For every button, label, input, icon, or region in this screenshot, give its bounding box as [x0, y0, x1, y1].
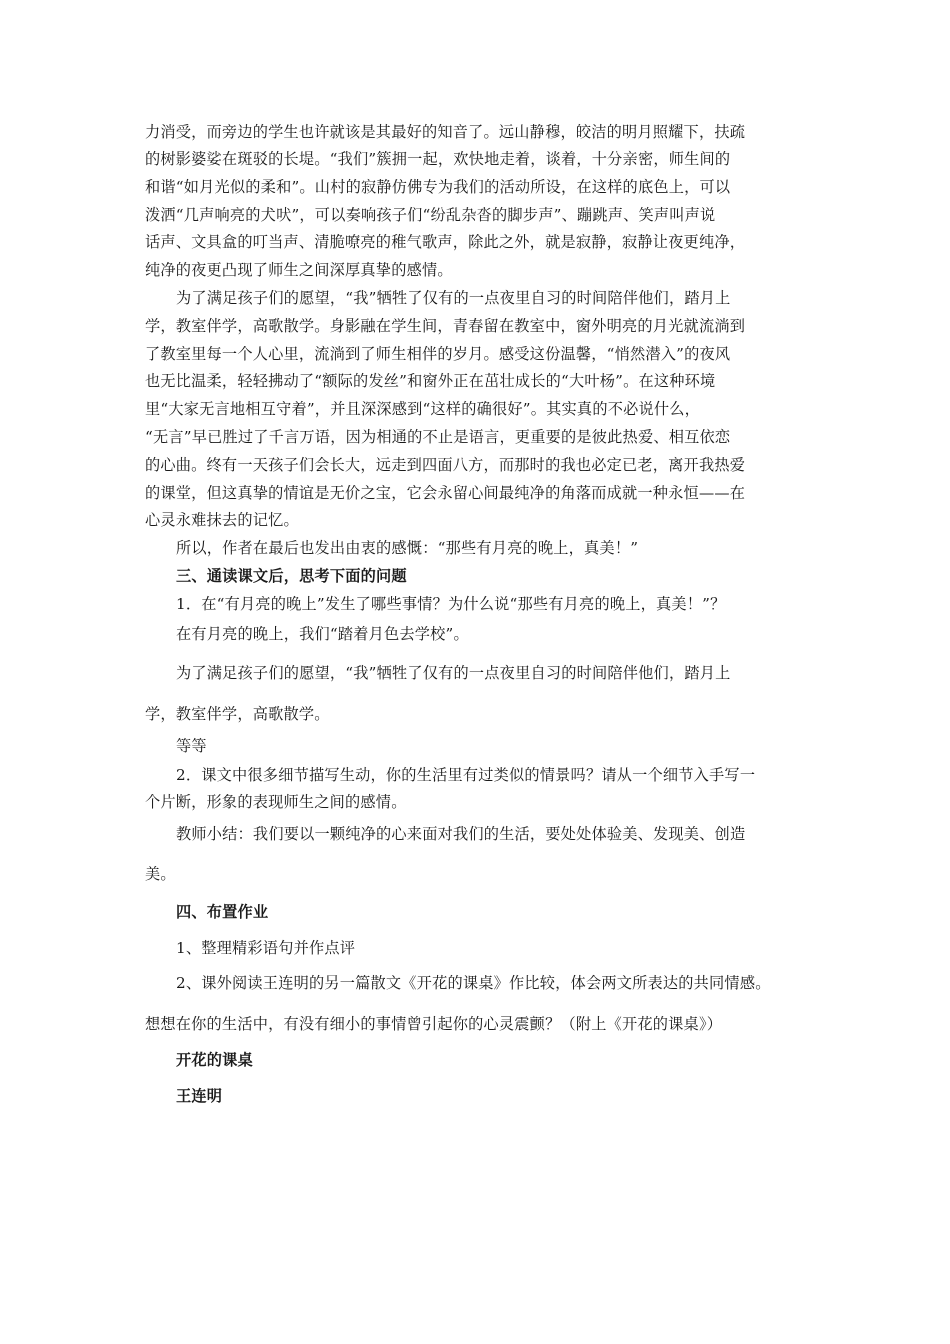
paragraph-line: 为了满足孩子们的愿望，“我”牺牲了仅有的一点夜里自习的时间陪伴他们，踏月上: [176, 289, 731, 307]
answer-line: 在有月亮的晚上，我们“踏着月色去学校”。: [176, 625, 469, 643]
paragraph-line: “无言”早已胜过了千言万语，因为相通的不止是语言，更重要的是彼此热爱、相互依恋: [145, 428, 731, 446]
homework-item: 想想在你的生活中，有没有细小的事情曾引起你的心灵震颤？（附上《开花的课桌》）: [145, 1015, 723, 1033]
summary-line: 美。: [145, 865, 176, 883]
question-line: 2．课文中很多细节描写生动，你的生活里有过类似的情景吗？请从一个细节入手写一: [176, 766, 756, 784]
section-heading: 四、布置作业: [176, 903, 269, 921]
paragraph-line: 的心曲。终有一天孩子们会长大，远走到四面八方，而那时的我也必定已老，离开我热爱: [145, 456, 746, 474]
paragraph-line: 了教室里每一个人心里，流淌到了师生相伴的岁月。感受这份温馨，“悄然潜入”的夜风: [145, 345, 731, 363]
paragraph-line: 的课堂，但这真挚的情谊是无价之宝，它会永留心间最纯净的角落而成就一种永恒——在: [145, 484, 746, 502]
section-heading: 三、通读课文后，思考下面的问题: [176, 567, 407, 585]
answer-line: 学，教室伴学，高歌散学。: [145, 705, 330, 723]
paragraph-line: 力消受，而旁边的学生也许就该是其最好的知音了。远山静穆，皎洁的明月照耀下，扶疏: [145, 123, 746, 141]
paragraph-line: 也无比温柔，轻轻拂动了“额际的发丝”和窗外正在茁壮成长的“大叶杨”。在这种环境: [145, 372, 716, 390]
essay-title: 开花的课桌: [176, 1051, 253, 1069]
paragraph-line: 的树影婆娑在斑驳的长堤。“我们”簇拥一起，欢快地走着，谈着，十分亲密，师生间的: [145, 150, 731, 168]
answer-line: 为了满足孩子们的愿望，“我”牺牲了仅有的一点夜里自习的时间陪伴他们，踏月上: [176, 664, 731, 682]
essay-author: 王连明: [176, 1087, 223, 1105]
paragraph-line: 和谐“如月光似的柔和”。山村的寂静仿佛专为我们的活动所设，在这样的底色上，可以: [145, 178, 731, 196]
answer-line: 等等: [176, 737, 207, 755]
paragraph-line: 话声、文具盒的叮当声、清脆嘹亮的稚气歌声，除此之外，就是寂静，寂静让夜更纯净，: [145, 233, 746, 251]
paragraph-line: 学，教室伴学，高歌散学。身影融在学生间，青春留在教室中，窗外明亮的月光就流淌到: [145, 317, 746, 335]
paragraph-line: 纯净的夜更凸现了师生之间深厚真挚的感情。: [145, 261, 453, 279]
paragraph-line: 所以，作者在最后也发出由衷的感慨：“那些有月亮的晚上，真美！”: [176, 539, 639, 557]
homework-item: 1、整理精彩语句并作点评: [176, 939, 356, 957]
homework-item: 2、课外阅读王连明的另一篇散文《开花的课桌》作比较，体会两文所表达的共同情感。: [176, 974, 771, 992]
summary-line: 教师小结：我们要以一颗纯净的心来面对我们的生活，要处处体验美、发现美、创造: [176, 825, 746, 843]
question-line: 个片断，形象的表现师生之间的感情。: [145, 793, 407, 811]
paragraph-line: 泼洒“几声响亮的犬吠”，可以奏响孩子们“纷乱杂沓的脚步声”、蹦跳声、笑声叫声说: [145, 206, 716, 224]
paragraph-line: 里“大家无言地相互守着”，并且深深感到“这样的确很好”。其实真的不必说什么，: [145, 400, 701, 418]
question-line: 1．在“有月亮的晚上”发生了哪些事情？为什么说“那些有月亮的晚上，真美！”？: [176, 595, 726, 613]
paragraph-line: 心灵永难抹去的记忆。: [145, 511, 299, 529]
